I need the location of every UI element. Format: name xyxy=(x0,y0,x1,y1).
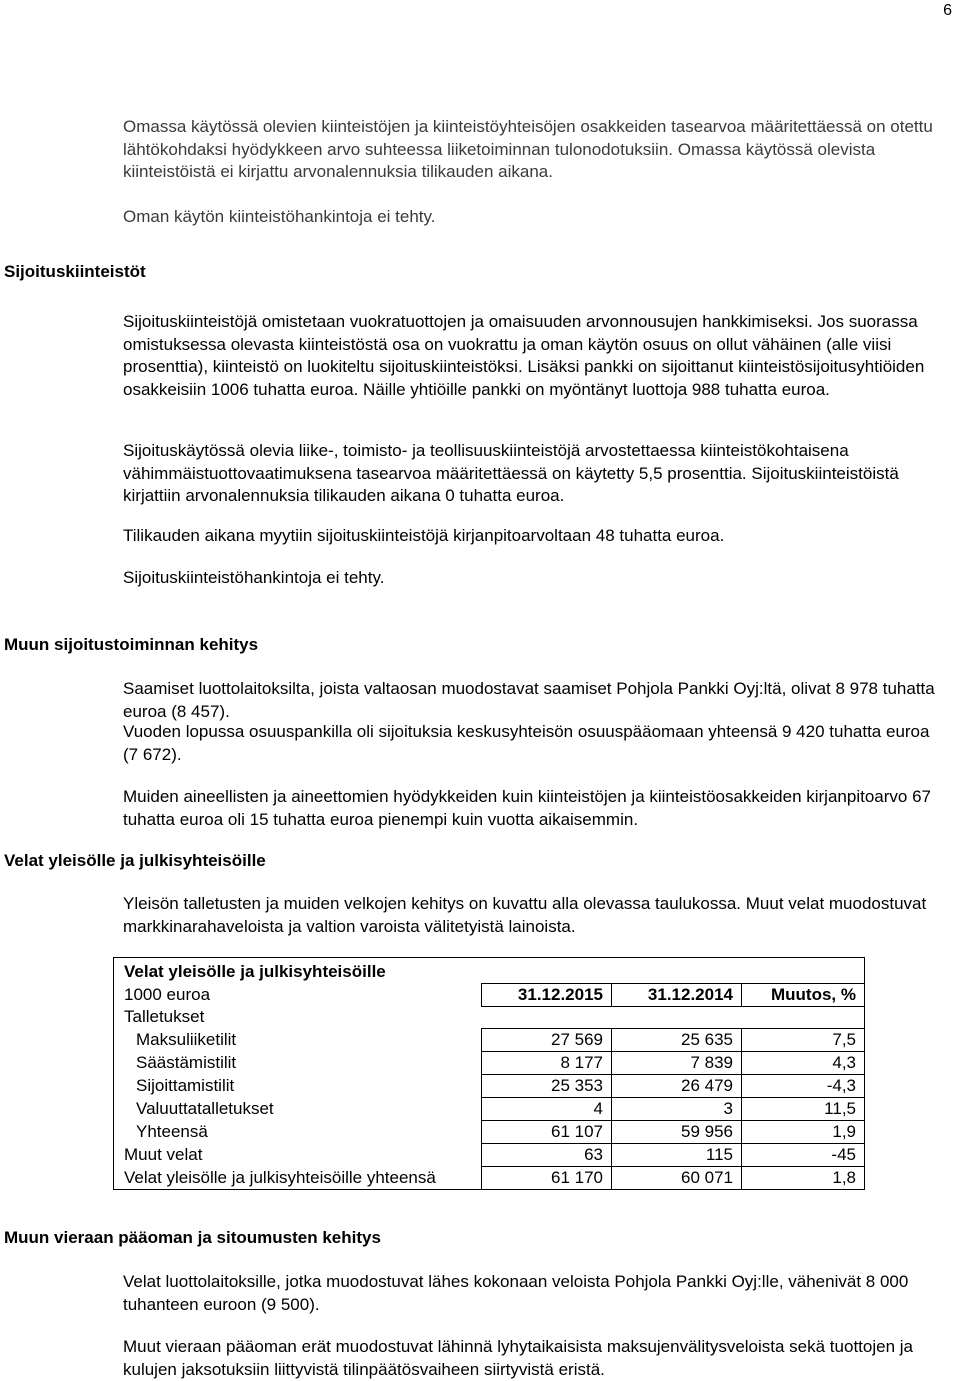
table-unit-label: 1000 euroa xyxy=(124,984,211,1004)
column-header-2015: 31.12.2015 xyxy=(482,983,612,1006)
paragraph-investment-property-sales: Tilikauden aikana myytiin sijoituskiinteistöjä kirjanpitoarvoltaan 48 tuhatta euroa. xyxy=(123,526,725,545)
table-row xyxy=(114,1075,865,1098)
cell-2014: 115 xyxy=(612,1144,742,1167)
cell-2014: 60 071 xyxy=(612,1167,742,1190)
column-header-2014: 31.12.2014 xyxy=(612,983,742,1006)
row-label: Yhteensä xyxy=(136,1122,208,1142)
cell-change: -4,3 xyxy=(742,1075,865,1098)
paragraph-central-institution-investments: Vuoden lopussa osuuspankilla oli sijoituksia keskusyhteisön osuuspääomaan yhteensä 9 420 tuhatta euroa (7 672). xyxy=(123,722,930,764)
cell-2015: 8 177 xyxy=(482,1052,612,1075)
table-row xyxy=(114,1098,865,1121)
paragraph-liabilities-credit-institutions: Velat luottolaitoksille, jotka muodostuvat lähes kokonaan veloista Pohjola Pankki Oyj:lle, vähenivät 8 000 tuhanteen euroon (9 500). xyxy=(123,1272,909,1314)
paragraph-investment-property-acquisitions: Sijoituskiinteistöhankintoja ei tehty. xyxy=(123,568,385,587)
cell-change: 11,5 xyxy=(742,1098,865,1121)
cell-2015: 27 569 xyxy=(482,1029,612,1052)
cell-change: 1,8 xyxy=(742,1167,865,1190)
paragraph-receivables-credit-institutions: Saamiset luottolaitoksilta, joista valtaosan muodostavat saamiset Pohjola Pankki Oyj:ltä, olivat 8 978 tuhatta euroa (8 457). xyxy=(123,679,935,721)
table-row xyxy=(114,1029,865,1052)
paragraph-own-use-acquisitions: Oman käytön kiinteistöhankintoja ei tehty. xyxy=(123,207,436,226)
page-number: 6 xyxy=(943,2,952,19)
cell-2014: 26 479 xyxy=(612,1075,742,1098)
cell-change: 1,9 xyxy=(742,1121,865,1144)
heading-other-investment: Muun sijoitustoiminnan kehitys xyxy=(4,635,259,654)
paragraph-investment-property-purpose: Sijoituskiinteistöjä omistetaan vuokratuottojen ja omaisuuden arvonnousujen hankkimiseksi. Jos suorassa omistuksessa olevasta kiinteistöstä osa on vuokrattu ja oman käytön osuus on ollut vähäinen (alle viisi prosenttia), kiinteistö on luokiteltu sijoituskiinteistöksi. Lisäksi pankki on sijoittanut kiinteistösijoitusyhtiöiden osakkeisiin 1006 tuhatta euroa. Näille yhtiöille pankki on myöntänyt luottoja 988 tuhatta euroa. xyxy=(123,312,925,399)
heading-investment-property: Sijoituskiinteistöt xyxy=(4,262,146,281)
row-label: Velat yleisölle ja julkisyhteisöille yhteensä xyxy=(124,1167,436,1187)
cell-2014: 25 635 xyxy=(612,1029,742,1052)
row-label: Säästämistilit xyxy=(136,1053,237,1073)
row-label: Valuuttatalletukset xyxy=(136,1099,274,1119)
section-label-deposits: Talletukset xyxy=(124,1007,205,1027)
paragraph-liabilities-description: Yleisön talletusten ja muiden velkojen kehitys on kuvattu alla olevassa taulukossa. Muut velat muodostuvat markkinarahaveloista ja valtion varoista välitetyistä lainoista. xyxy=(123,894,927,936)
liabilities-table xyxy=(113,957,865,1190)
table-row xyxy=(114,1144,865,1167)
cell-2015: 25 353 xyxy=(482,1075,612,1098)
cell-2015: 63 xyxy=(482,1144,612,1167)
row-label: Sijoittamistilit xyxy=(136,1076,235,1096)
table-row xyxy=(114,1052,865,1075)
heading-other-liabilities: Muun vieraan pääoman ja sitoumusten kehitys xyxy=(4,1228,381,1247)
paragraph-other-liabilities: Muut vieraan pääoman erät muodostuvat lähinnä lyhytaikaisista maksujenvälitysveloista sekä tuottojen ja kulujen jaksotuksiin liittyvistä tilinpäätösvaiheen siirtyvistä eristä. xyxy=(123,1337,913,1379)
cell-change: -45 xyxy=(742,1144,865,1167)
table-title: Velat yleisölle ja julkisyhteisöille xyxy=(124,962,386,981)
row-label: Muut velat xyxy=(124,1145,203,1165)
cell-2014: 7 839 xyxy=(612,1052,742,1075)
table-section-row xyxy=(114,1006,865,1029)
cell-change: 4,3 xyxy=(742,1052,865,1075)
table-row xyxy=(114,1167,865,1190)
cell-2015: 61 170 xyxy=(482,1167,612,1190)
table-row xyxy=(114,1121,865,1144)
cell-change: 7,5 xyxy=(742,1029,865,1052)
paragraph-own-use-valuation: Omassa käytössä olevien kiinteistöjen ja kiinteistöyhteisöjen osakkeiden tasearvoa määritettäessä on otettu lähtökohdaksi hyödykkeen arvo suhteessa liiketoiminnan tulonodotuksiin. Omassa käytössä olevista kiinteistöistä ei kirjattu arvonalennuksia tilikauden aikana. xyxy=(123,117,933,181)
cell-2015: 61 107 xyxy=(482,1121,612,1144)
cell-2014: 59 956 xyxy=(612,1121,742,1144)
paragraph-tangible-intangible-assets: Muiden aineellisten ja aineettomien hyödykkeiden kuin kiinteistöjen ja kiinteistöosakkeiden kirjanpitoarvo 67 tuhatta euroa oli 15 tuhatta euroa pienempi kuin vuotta aikaisemmin. xyxy=(123,787,931,829)
cell-2015: 4 xyxy=(482,1098,612,1121)
table-title-row xyxy=(114,958,865,984)
table-header-row xyxy=(114,983,865,1006)
heading-liabilities-public: Velat yleisölle ja julkisyhteisöille xyxy=(4,851,266,870)
column-header-change: Muutos, % xyxy=(742,983,865,1006)
cell-2014: 3 xyxy=(612,1098,742,1121)
row-label: Maksuliiketilit xyxy=(136,1030,237,1050)
paragraph-investment-property-valuation: Sijoituskäytössä olevia liike-, toimisto- ja teollisuuskiinteistöjä arvostettaessa kiinteistökohtaisena vähimmäistuottovaatimuksena tasearvoa määritettäessä on käytetty 5,5 prosenttia. Sijoituskiinteistöistä kirjattiin arvonalennuksia tilikauden aikana 0 tuhatta euroa. xyxy=(123,441,899,505)
